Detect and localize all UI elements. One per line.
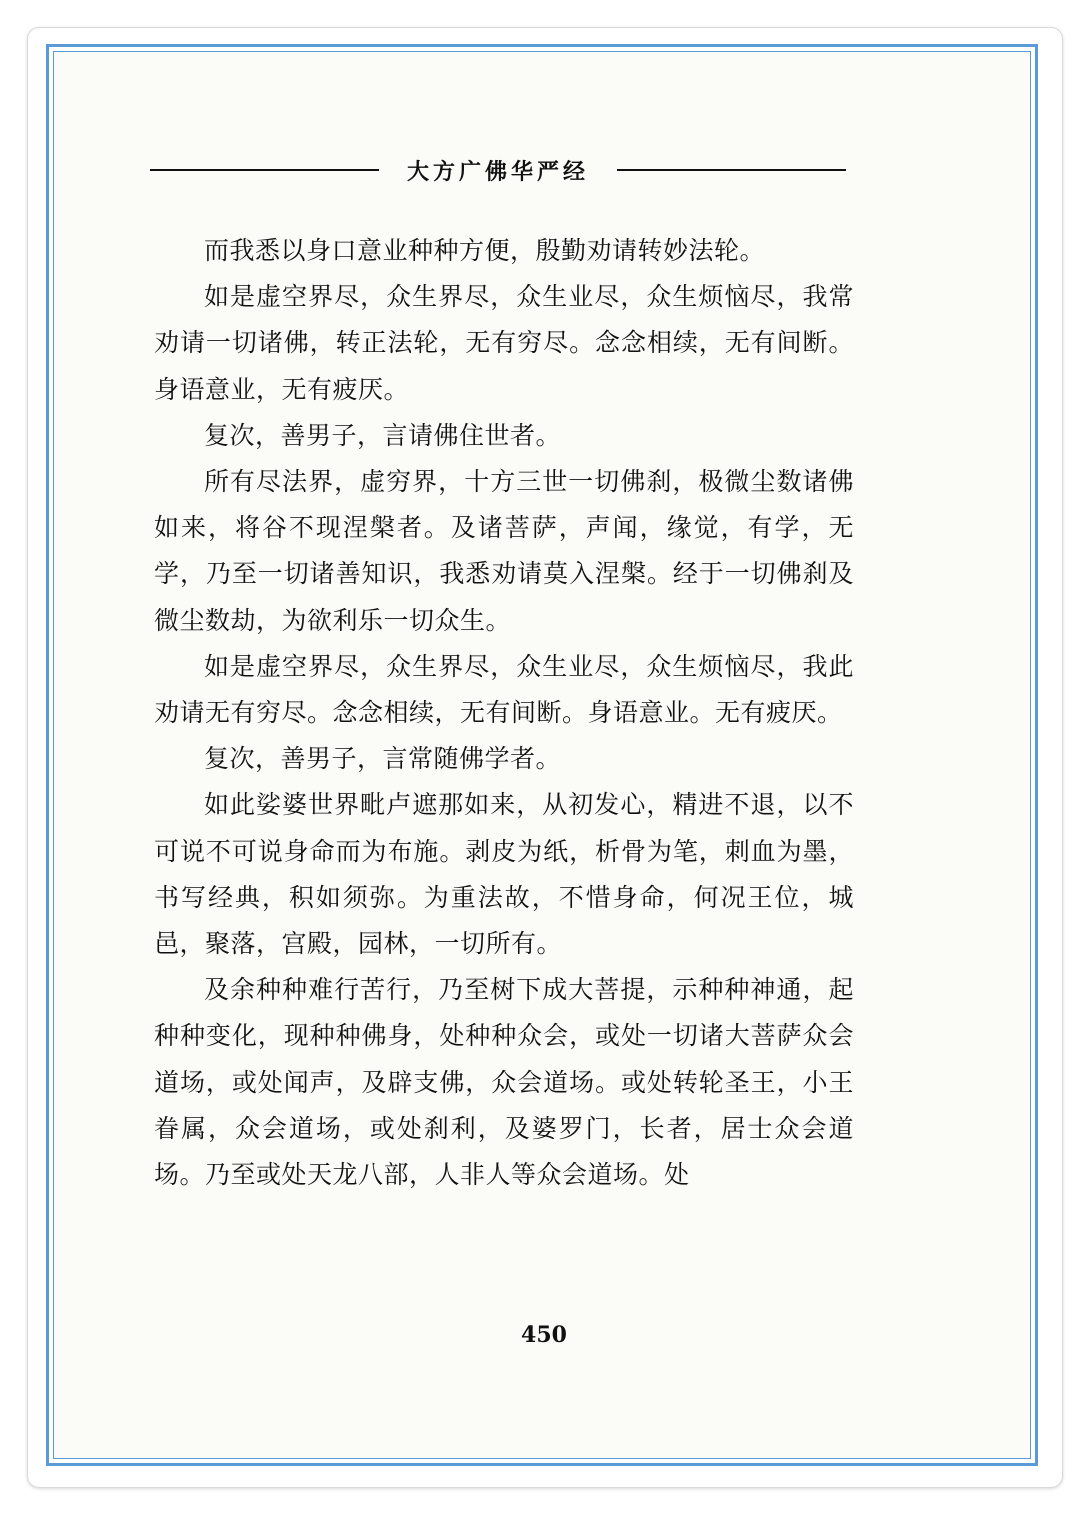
body-text <box>154 228 854 1198</box>
header-rule-right <box>617 169 846 171</box>
paragraph: 所有尽法界，虚穷界，十方三世一切佛刹，极微尘数诸佛如来，将谷不现涅槃者。及诸菩萨，声闻，缘觉，有学，无学，乃至一切诸善知识，我悉劝请莫入涅槃。经于一切佛刹及微尘数劫，为欲利乐一切众生。 <box>154 467 854 635</box>
paragraph: 如是虚空界尽，众生界尽，众生业尽，众生烦恼尽，我此劝请无有穷尽。念念相续，无有间断。身语意业。无有疲厌。 <box>154 651 854 728</box>
paragraph: 如是虚空界尽，众生界尽，众生业尽，众生烦恼尽，我常劝请一切诸佛，转正法轮，无有穷尽。念念相续，无有间断。身语意业，无有疲厌。 <box>154 282 854 404</box>
running-header <box>150 150 846 190</box>
paragraph: 复次，善男子，言请佛住世者。 <box>204 420 562 450</box>
header-title: 大方广佛华严经 <box>407 158 590 185</box>
paragraph: 复次，善男子，言常随佛学者。 <box>204 744 562 774</box>
header-rule-left <box>150 169 379 171</box>
page-number: 450 <box>521 1322 567 1348</box>
paragraph: 及余种种难行苦行，乃至树下成大菩提，示种种神通，起种种变化，现种种佛身，处种种众会，或处一切诸大菩萨众会道场，或处闻声，及辟支佛，众会道场。或处转轮圣王，小王眷属，众会道场，或处刹利，及婆罗门，长者，居士众会道场。乃至或处天龙八部，人非人等众会道场。处 <box>154 975 854 1190</box>
paragraph: 如此娑婆世界毗卢遮那如来，从初发心，精进不退，以不可说不可说身命而为布施。剥皮为纸，析骨为笔，刺血为墨，书写经典，积如须弥。为重法故，不惜身命，何况王位，城邑，聚落，宫殿，园林，一切所有。 <box>154 790 854 959</box>
paragraph: 而我悉以身口意业种种方便，殷勤劝请转妙法轮。 <box>204 236 766 265</box>
